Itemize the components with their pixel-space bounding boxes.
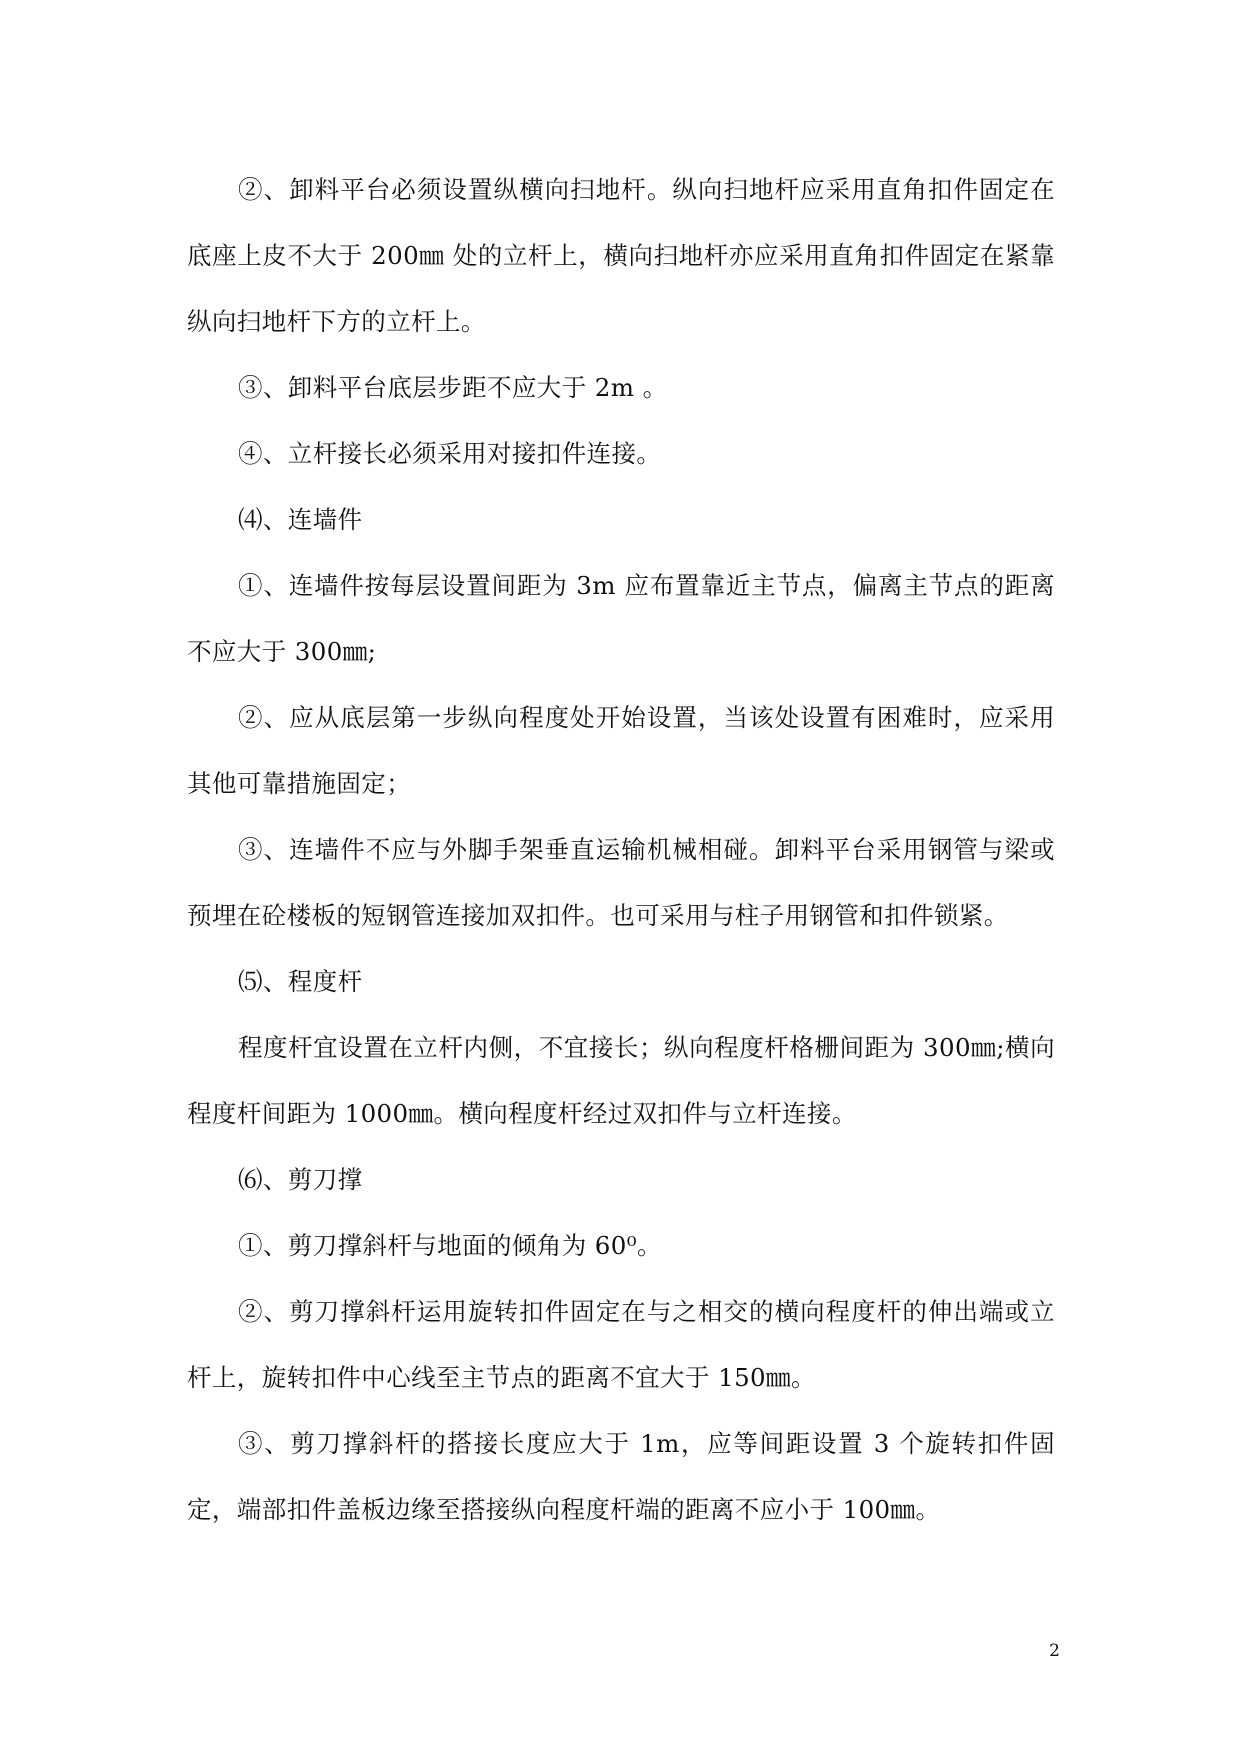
page-number: 2 xyxy=(1049,1641,1060,1661)
document-body xyxy=(187,157,1055,1543)
paragraph-wall-tie-start: ②、应从底层第一步纵向程度处开始设置，当该处设置有困难时，应采用其他可靠措施固定； xyxy=(187,703,1055,798)
paragraph-wall-tie-clearance: ③、连墙件不应与外脚手架垂直运输机械相碰。卸料平台采用钢管与梁或预埋在砼楼板的短钢管连接加双扣件。也可采用与柱子用钢管和扣件锁紧。 xyxy=(187,835,1055,930)
paragraph-bracing-fixing: ②、剪刀撑斜杆运用旋转扣件固定在与之相交的横向程度杆的伸出端或立杆上，旋转扣件中心线至主节点的距离不宜大于 150㎜。 xyxy=(187,1297,1055,1392)
paragraph-pole-extension: ④、立杆接长必须采用对接扣件连接。 xyxy=(238,439,662,468)
paragraph-wall-tie-spacing: ①、连墙件按每层设置间距为 3m 应布置靠近主节点，偏离主节点的距离不应大于 300㎜; xyxy=(187,571,1055,666)
section-heading-horizontal-rods: ⑸、程度杆 xyxy=(238,967,363,996)
section-heading-wall-ties: ⑷、连墙件 xyxy=(238,505,363,534)
paragraph-step-distance: ③、卸料平台底层步距不应大于 2m 。 xyxy=(238,373,668,402)
paragraph-horizontal-rods: 程度杆宜设置在立杆内侧，不宜接长；纵向程度杆格栅间距为 300㎜;横向程度杆间距为 1000㎜。横向程度杆经过双扣件与立杆连接。 xyxy=(187,1033,1055,1128)
paragraph-sweep-rod: ②、卸料平台必须设置纵横向扫地杆。纵向扫地杆应采用直角扣件固定在底座上皮不大于 200㎜ 处的立杆上，横向扫地杆亦应采用直角扣件固定在紧靠纵向扫地杆下方的立杆上。 xyxy=(187,175,1055,336)
section-heading-cross-bracing: ⑹、剪刀撑 xyxy=(238,1165,363,1194)
paragraph-bracing-angle: ①、剪刀撑斜杆与地面的倾角为 60⁰。 xyxy=(238,1231,662,1260)
paragraph-bracing-overlap: ③、剪刀撑斜杆的搭接长度应大于 1m，应等间距设置 3 个旋转扣件固定，端部扣件盖板边缘至搭接纵向程度杆端的距离不应小于 100㎜。 xyxy=(187,1429,1055,1524)
